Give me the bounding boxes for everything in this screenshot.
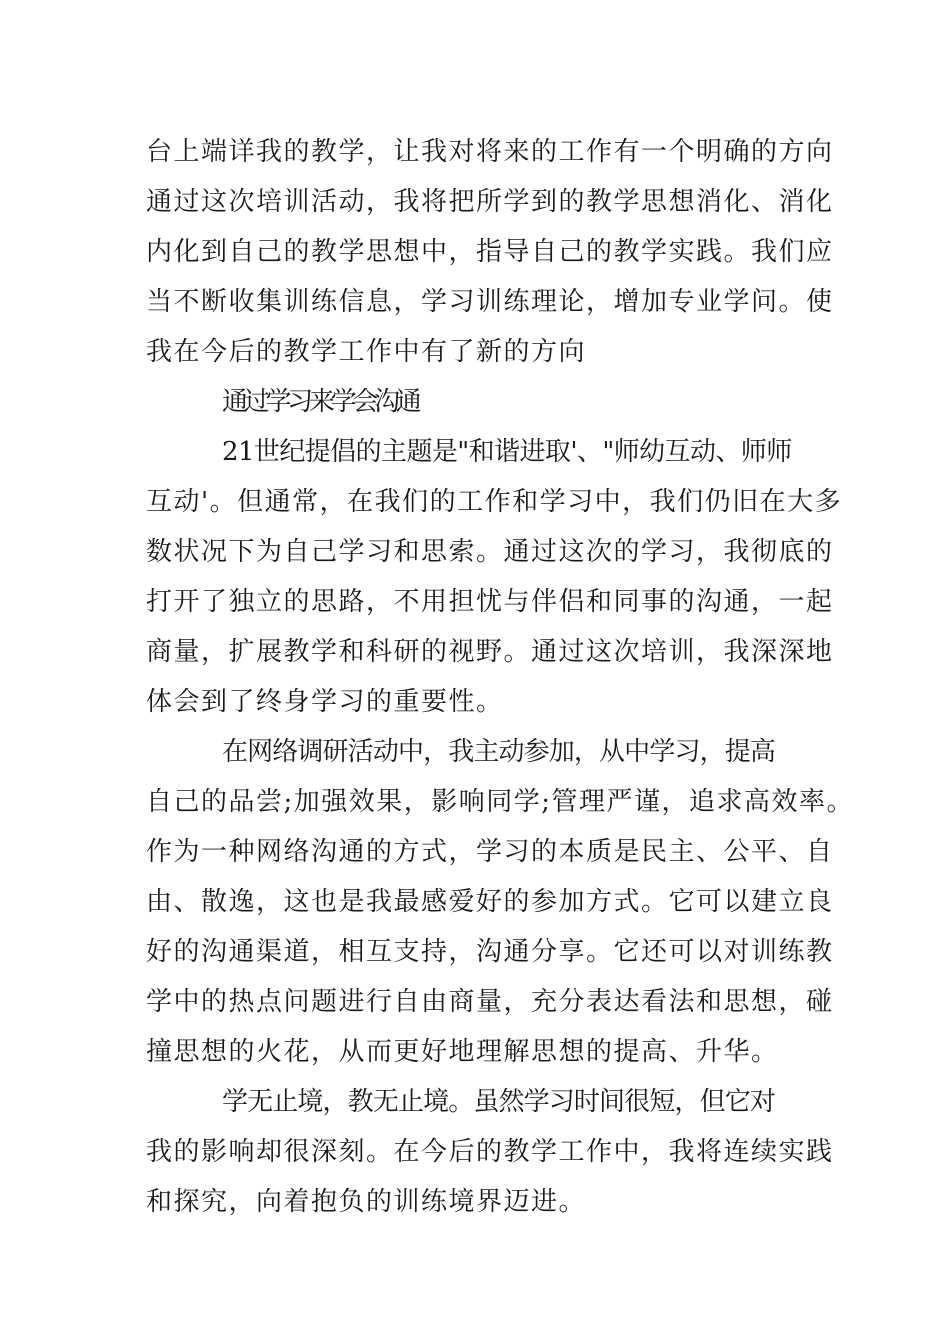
text-line: 和探究，向着抱负的训练境界迈进。 bbox=[146, 1187, 587, 1217]
text-line: 商量，扩展教学和科研的视野。通过这次培训，我深深地 bbox=[146, 637, 834, 667]
text-line: 作为一种网络沟通的方式，学习的本质是民主、公平、自 bbox=[146, 837, 834, 867]
text-line: 互动'。但通常，在我们的工作和学习中，我们仍旧在大多 bbox=[146, 487, 843, 517]
text-line: 学无止境，教无止境。虽然学习时间很短，但它对 bbox=[222, 1087, 776, 1117]
text-line: 通过这次培训活动，我将把所学到的教学思想消化、消化 bbox=[146, 187, 834, 217]
text-line: 由、散逸，这也是我最感爱好的参加方式。它可以建立良 bbox=[146, 887, 834, 917]
text-line: 数状况下为自己学习和思索。通过这次的学习，我彻底的 bbox=[146, 537, 834, 567]
text-line: 在网络调研活动中，我主动参加，从中学习，提高 bbox=[222, 737, 776, 767]
text-line: 当不断收集训练信息，学习训练理论，增加专业学问。使 bbox=[146, 287, 834, 317]
text-line: 打开了独立的思路，不用担忧与伴侣和同事的沟通，一起 bbox=[146, 587, 834, 617]
text-line: 好的沟通渠道，相互支持，沟通分享。它还可以对训练教 bbox=[146, 937, 834, 967]
text-line: 我在今后的教学工作中有了新的方向 bbox=[146, 337, 587, 367]
text-line: 我的影响却很深刻。在今后的教学工作中，我将连续实践 bbox=[146, 1137, 834, 1167]
text-line: 学中的热点问题进行自由商量，充分表达看法和思想，碰 bbox=[146, 987, 834, 1017]
text-line: 自己的品尝;加强效果，影响同学;管理严谨，追求高效率。 bbox=[146, 787, 855, 817]
text-line: 撞思想的火花，从而更好地理解思想的提高、升华。 bbox=[146, 1037, 779, 1067]
text-line: 内化到自己的教学思想中，指导自己的教学实践。我们应 bbox=[146, 237, 834, 267]
text-line: 体会到了终身学习的重要性。 bbox=[146, 687, 504, 717]
section-heading: 通过学习来学会沟通 bbox=[222, 387, 418, 417]
text-line: 21世纪提倡的主题是"和谐进取'、"师幼互动、师师 bbox=[222, 437, 792, 467]
text-line: 台上端详我的教学，让我对将来的工作有一个明确的方向 bbox=[146, 137, 834, 167]
